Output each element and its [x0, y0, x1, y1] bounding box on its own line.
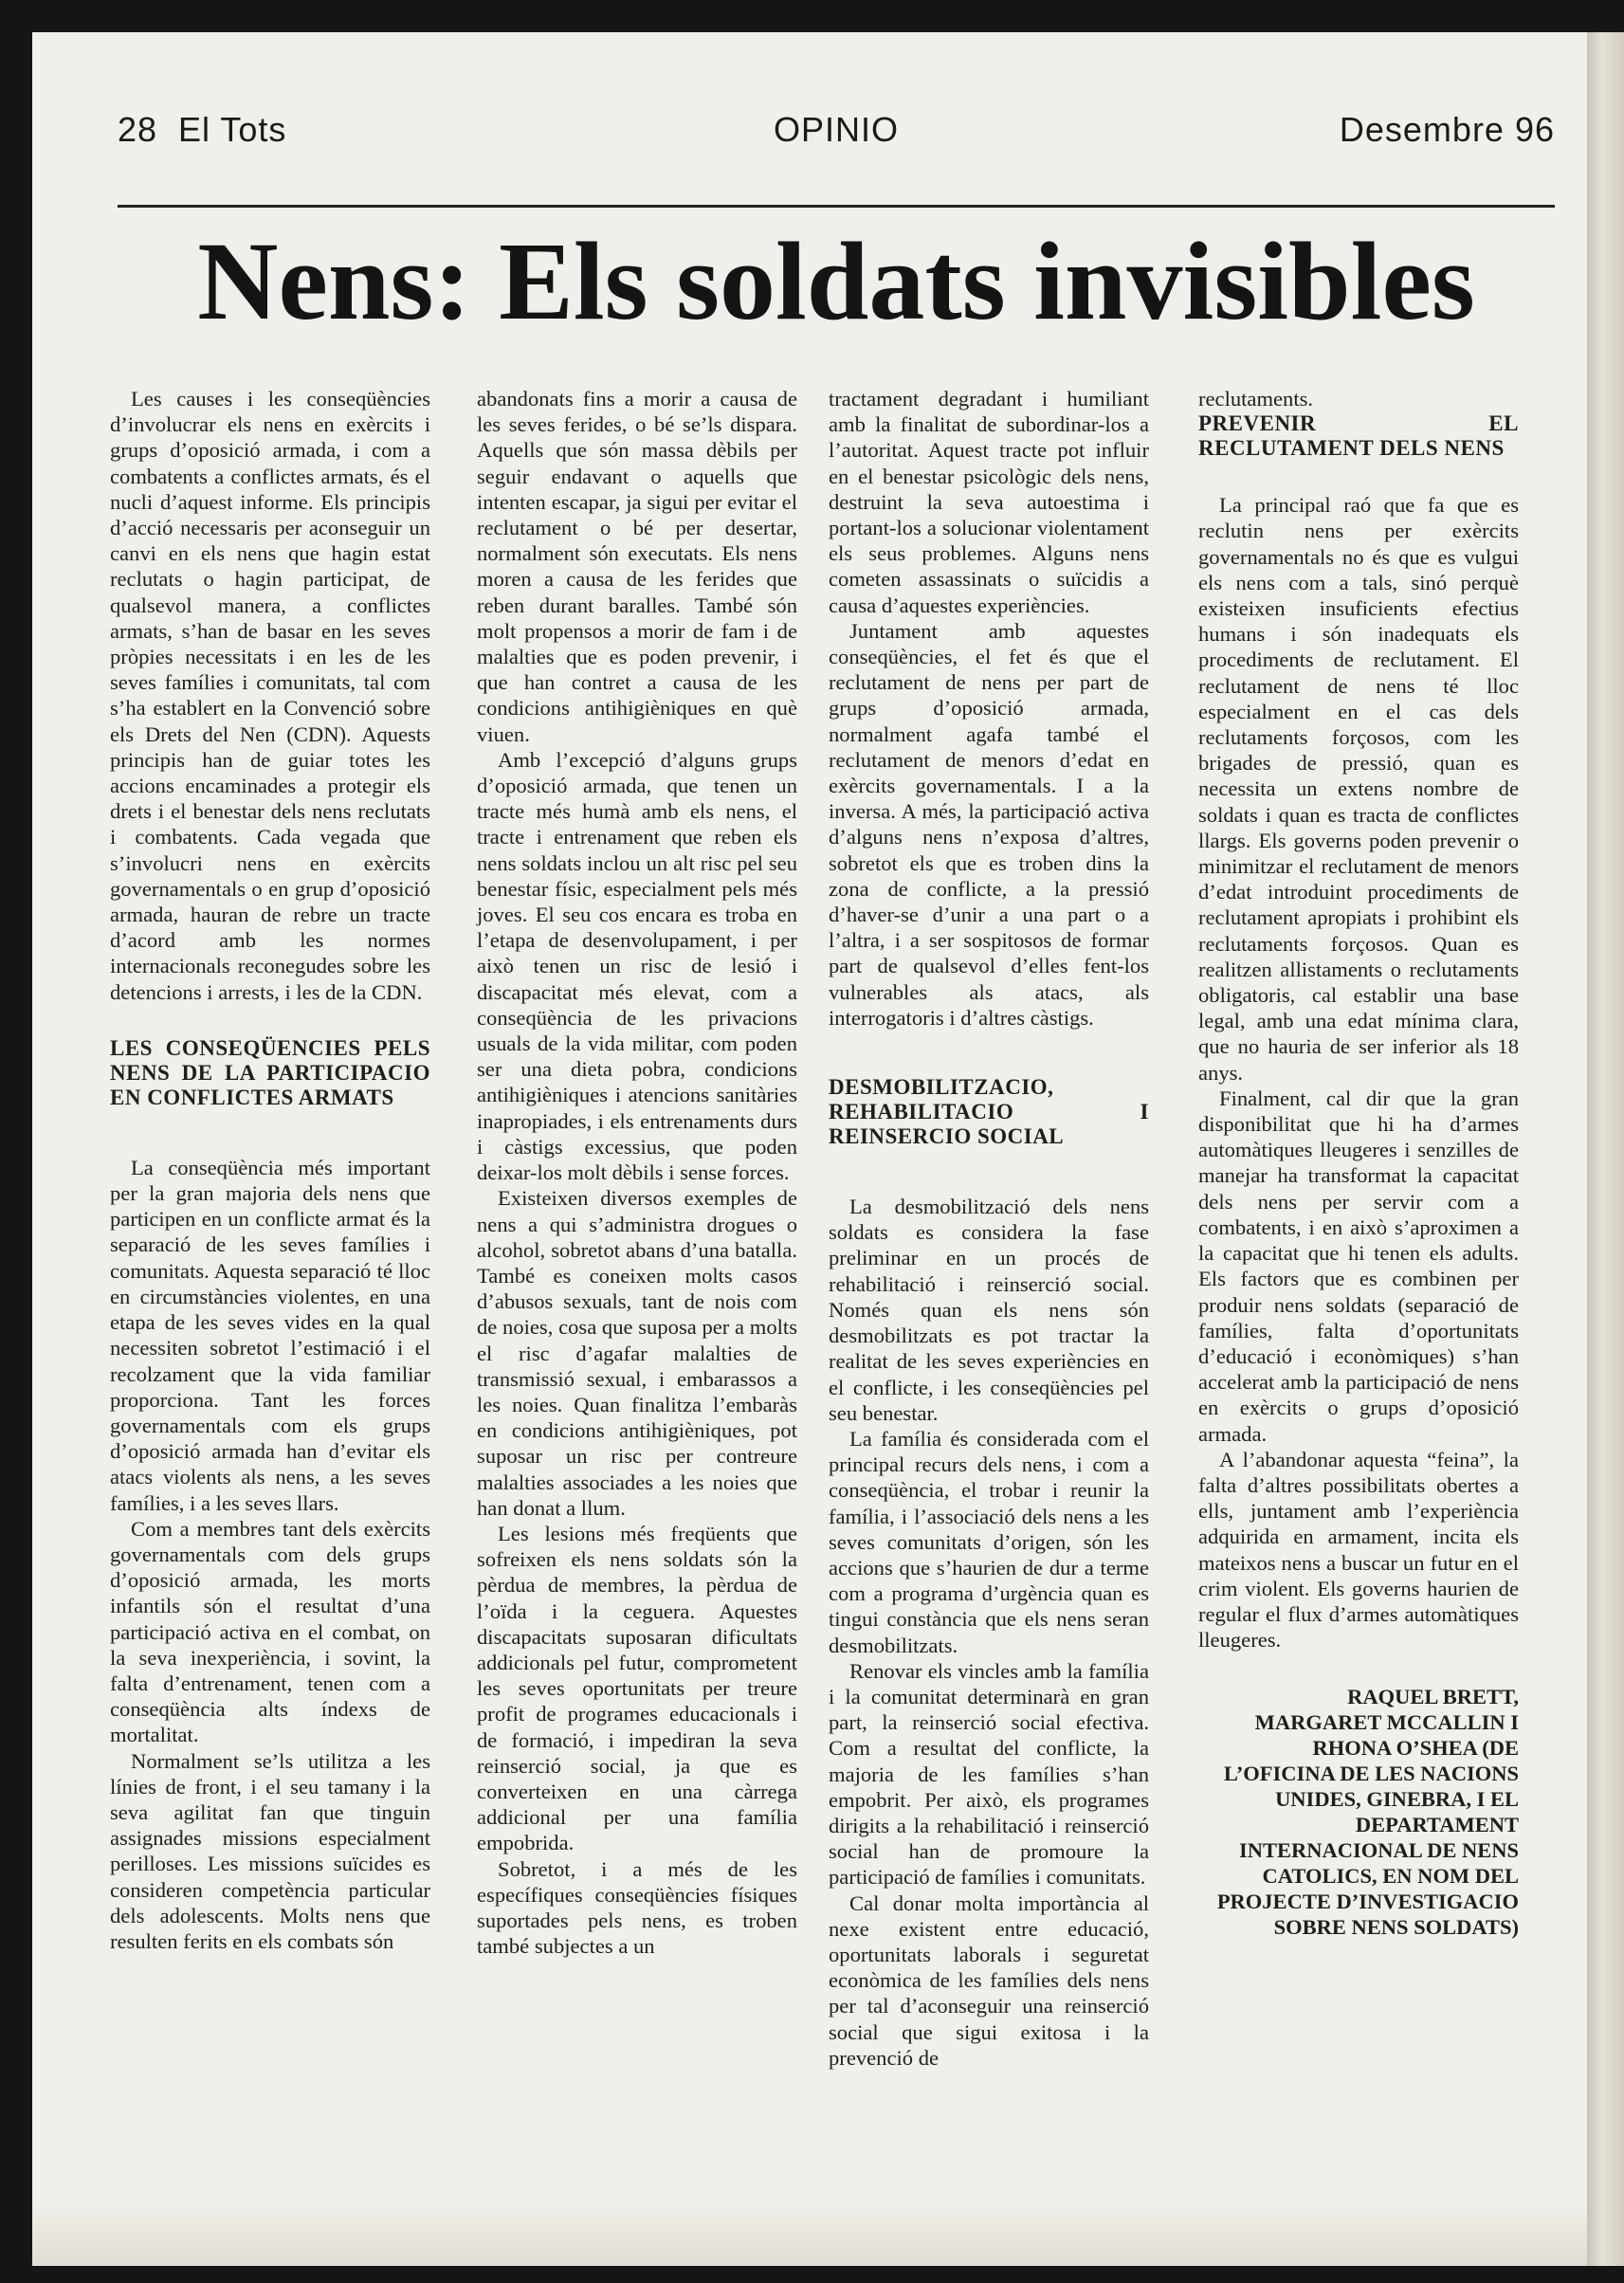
paragraph: Sobretot, i a més de les específiques conseqüències físiques suportades pels nens, es troben també subjectes a un	[477, 1856, 797, 1959]
paragraph: tractament degradant i humiliant amb la finalitat de subordinar-los a l’autoritat. Aquest tracte pot influir en el benestar psicològic dels nens, destruint la seva autoestima i portant-los a solucionar violentament els seus problemes. Alguns nens cometen assassinats o suïcidis a causa d’aquestes experiències.	[829, 387, 1149, 617]
author-signature: RAQUEL BRETT, MARGARET MCCALLIN I RHONA O’SHEA (DE L’OFICINA DE LES NACIONS UNIDES, GINEBRA, I EL DEPARTAMENT INTERNACIONAL DE NENS CATOLICS, EN NOM DEL PROJECTE D’INVESTIGACIO SOBRE NENS SOLDATS)	[1216, 1685, 1519, 1940]
article-column-3	[829, 386, 1149, 2071]
paragraph: Com a membres tant dels exèrcits governamentals com dels grups d’oposició armada, les morts infantils són el resultat d’una participació activa en el combat, on la seva inexperiència, i sovint, la falta d’entrenament, tenen com a conseqüència alts índexs de mortalitat.	[110, 1516, 430, 1747]
paragraph: Les causes i les conseqüències d’involucrar els nens en exèrcits i grups d’oposició armada, i com a combatents a conflictes armats, és el nucli d’aquest informe. Els principis d’acció necessaris per aconseguir un canvi en els nens que hagin estat reclutats o hagin participat, de qualsevol manera, a conflictes armats, s’han de basar en les seves pròpies necessitats i en les de les seves famílies i comunitats, tal com s’ha establert en la Convenció sobre els Drets del Nen (CDN). Aquests principis han de guiar totes les accions encaminades a protegir els drets i el benestar dels nens reclutats i combatents. Cada vegada que s’involucri nens en exèrcits governamentals o en grup d’oposició armada, hauran de rebre un tracte d’acord amb les normes internacionals reconegudes sobre les detencions i arrests, i les de la CDN.	[110, 387, 430, 1004]
article-column-2	[477, 386, 797, 1959]
article-column-1	[110, 386, 430, 1954]
paragraph: La família és considerada com el principal recurs dels nens, i com a conseqüència, el trobar i reunir la família, i l’associació dels nens a les seves comunitats d’origen, són les accions que s’haurien de dur a terme com a programa d’urgència quan es tingui constància que els nens seran desmobilitzats.	[829, 1426, 1149, 1657]
paragraph: Juntament amb aquestes conseqüències, el fet és que el reclutament de nens per part de grups d’oposició armada, normalment agafa també el reclutament de menors d’edat en exèrcits governamentals. I a la inversa. A més, la participació activa d’alguns nens n’exposa d’altres, sobretot els que es troben dins la zona de conflicte, a la pressió d’haver-se d’unir a una part o a l’altra, i a ser sospitosos de formar part de qualsevol d’elles fent-los vulnerables als atacs, als interrogatoris i d’altres càstigs.	[829, 618, 1149, 1030]
paragraph: Amb l’excepció d’alguns grups d’oposició armada, que tenen un tracte més humà amb els nens, el tracte i entrenament que reben els nens soldats inclou un alt risc pel seu benestar físic, especialment pels més joves. El seu cos encara es troba en l’etapa de desenvolupament, i per això tenen un risc de lesió i discapacitat més elevat, com a conseqüència de les privacions usuals de la vida militar, com poden ser una dieta pobra, condicions antihigièniques i atencions sanitàries inapropiades, i els entrenaments durs i càstigs excessius, que poden deixar-los molt dèbils i sense forces.	[477, 747, 797, 1185]
paragraph: Existeixen diversos exemples de nens a qui s’administra drogues o alcohol, sobretot abans d’una batalla. També es coneixen molts casos d’abusos sexuals, tant de nois com de noies, cosa que suposa per a molts el risc d’agafar malalties de transmissió sexual, i embarassos a les noies. Quan finalitza l’embaràs en condicions antihigièniques, pot suposar un risc per contreure malalties associades a les noies que han donat a llum.	[477, 1186, 797, 1520]
paragraph: reclutaments.	[1198, 387, 1314, 411]
page-header	[118, 110, 1555, 208]
section-heading: LES CONSEQÜENCIES PELS NENS DE LA PARTICIPACIO EN CONFLICTES ARMATS	[110, 1035, 430, 1109]
paragraph: Cal donar molta importància al nexe existent entre educació, oportunitats laborals i seguretat econòmica de les famílies dels nens per tal d’aconseguir una reinserció social que sigui exitosa i la prevenció de	[829, 1890, 1149, 2070]
issue-date: Desembre 96	[1339, 110, 1555, 149]
adjacent-page-edge	[1587, 32, 1624, 2266]
article-column-4	[1198, 386, 1519, 1940]
paragraph: Renovar els vincles amb la família i la comunitat determinarà en gran part, la reinserció social efectiva. Com a resultat del conflicte, la majoria de les famílies s’han empobrit. Per això, els programes dirigits a la rehabilitació i reinserció social han de promoure la participació de famílies i comunitats.	[829, 1658, 1149, 1890]
article-headline: Nens: Els soldats invisibles	[197, 219, 1475, 343]
newspaper-page	[32, 32, 1587, 2266]
section-heading: PREVENIR EL RECLUTAMENT DELS NENS	[1198, 411, 1519, 461]
paragraph: La conseqüència més important per la gran majoria dels nens que participen en un conflicte armat és la separació de les seves famílies i comunitats. Aquesta separació té lloc en circumstàncies violentes, en una etapa de les seves vides en la qual necessiten sobretot l’estimació i el recolzament que la vida familiar proporciona. Tant les forces governamentals com els grups d’oposició armada han d’evitar els atacs violents als nens, a les seves famílies, i a les seves llars.	[110, 1155, 430, 1515]
page-fold-shadow	[32, 2203, 1587, 2266]
paragraph: La principal raó que fa que es reclutin nens per exèrcits governamentals no és que es vulgui els nens com a tals, sinó perquè existeixen insuficients efectius humans i són inadequats els procediments de reclutament. El reclutament de nens té lloc especialment en el cas dels reclutaments forçosos, com les brigades de pressió, quan es necessita un extens nombre de soldats i quan es tracta de conflictes llargs. Els governs poden prevenir o minimitzar el reclutament de menors d’edat introduint procediments de reclutament apropiats i prohibint els reclutaments forçosos. Quan es realitzen allistaments o reclutaments obligatoris, cal establir una base legal, amb una edat mínima clara, que no hauria de ser inferior als 18 anys.	[1198, 493, 1519, 1085]
paragraph: Normalment se’ls utilitza a les línies de front, i el seu tamany i la seva agilitat fan que tinguin assignades missions especialment perilloses. Les missions suïcides es consideren competència particular dels adolescents. Molts nens que resulten ferits en els combats són	[110, 1748, 430, 1953]
paragraph: Finalment, cal dir que la gran disponibilitat que hi ha d’armes automàtiques lleugeres i senzilles de manejar ha transformat la capacitat dels nens per servir com a combatents, i en això s’aproximen a la capacitat que hi tenen els adults. Els factors que es combinen per produir nens soldats (separació de famílies, falta d’oportunitats d’educació i econòmiques) s’han accelerat amb la participació de nens en exèrcits o grups d’oposició armada.	[1198, 1086, 1519, 1446]
paragraph: Les lesions més freqüents que sofreixen els nens soldats són la pèrdua de membres, la pèrdua de l’oïda i la ceguera. Aquestes discapacitats suposaran dificultats addicionals pel futur, comprometent les seves oportunitats per treure profit de programes educacionals i de formació, i impediran la seva reinserció social, ja que es converteixen en una càrrega addicional per una família empobrida.	[477, 1521, 797, 1855]
paragraph: La desmobilització dels nens soldats es considera la fase preliminar en un procés de rehabilitació i reinserció social. Només quan els nens són desmobilitzats es pot tractar la realitat de les seves experiències en el conflicte, i les conseqüències pel seu benestar.	[829, 1195, 1149, 1425]
paragraph: A l’abandonar aquesta “feina”, la falta d’altres possibilitats obertes a ells, juntament amb l’experiència adquirida en armament, incita els mateixos nens a buscar un futur en el crim violent. Els governs haurien de regular el flux d’armes automàtiques lleugeres.	[1198, 1447, 1519, 1653]
paragraph: abandonats fins a morir a causa de les seves ferides, o bé se’ls dispara. Aquells que són massa dèbils per seguir endavant o aquells que intenten escapar, ja sigui per evitar el reclutament o bé per desertar, normalment són executats. Els nens moren a causa de les ferides que reben durant baralles. També són molt propensos a morir de fam i de malalties que es poden prevenir, i que han contret a causa de les condicions antihigièniques en què viuen.	[477, 387, 797, 746]
section-heading: DESMOBILITZACIO, REHABILITACIO I REINSERCIO SOCIAL	[829, 1075, 1149, 1149]
section-name: OPINIO	[773, 110, 900, 149]
page-number-and-publication: 28 El Tots	[118, 110, 287, 149]
